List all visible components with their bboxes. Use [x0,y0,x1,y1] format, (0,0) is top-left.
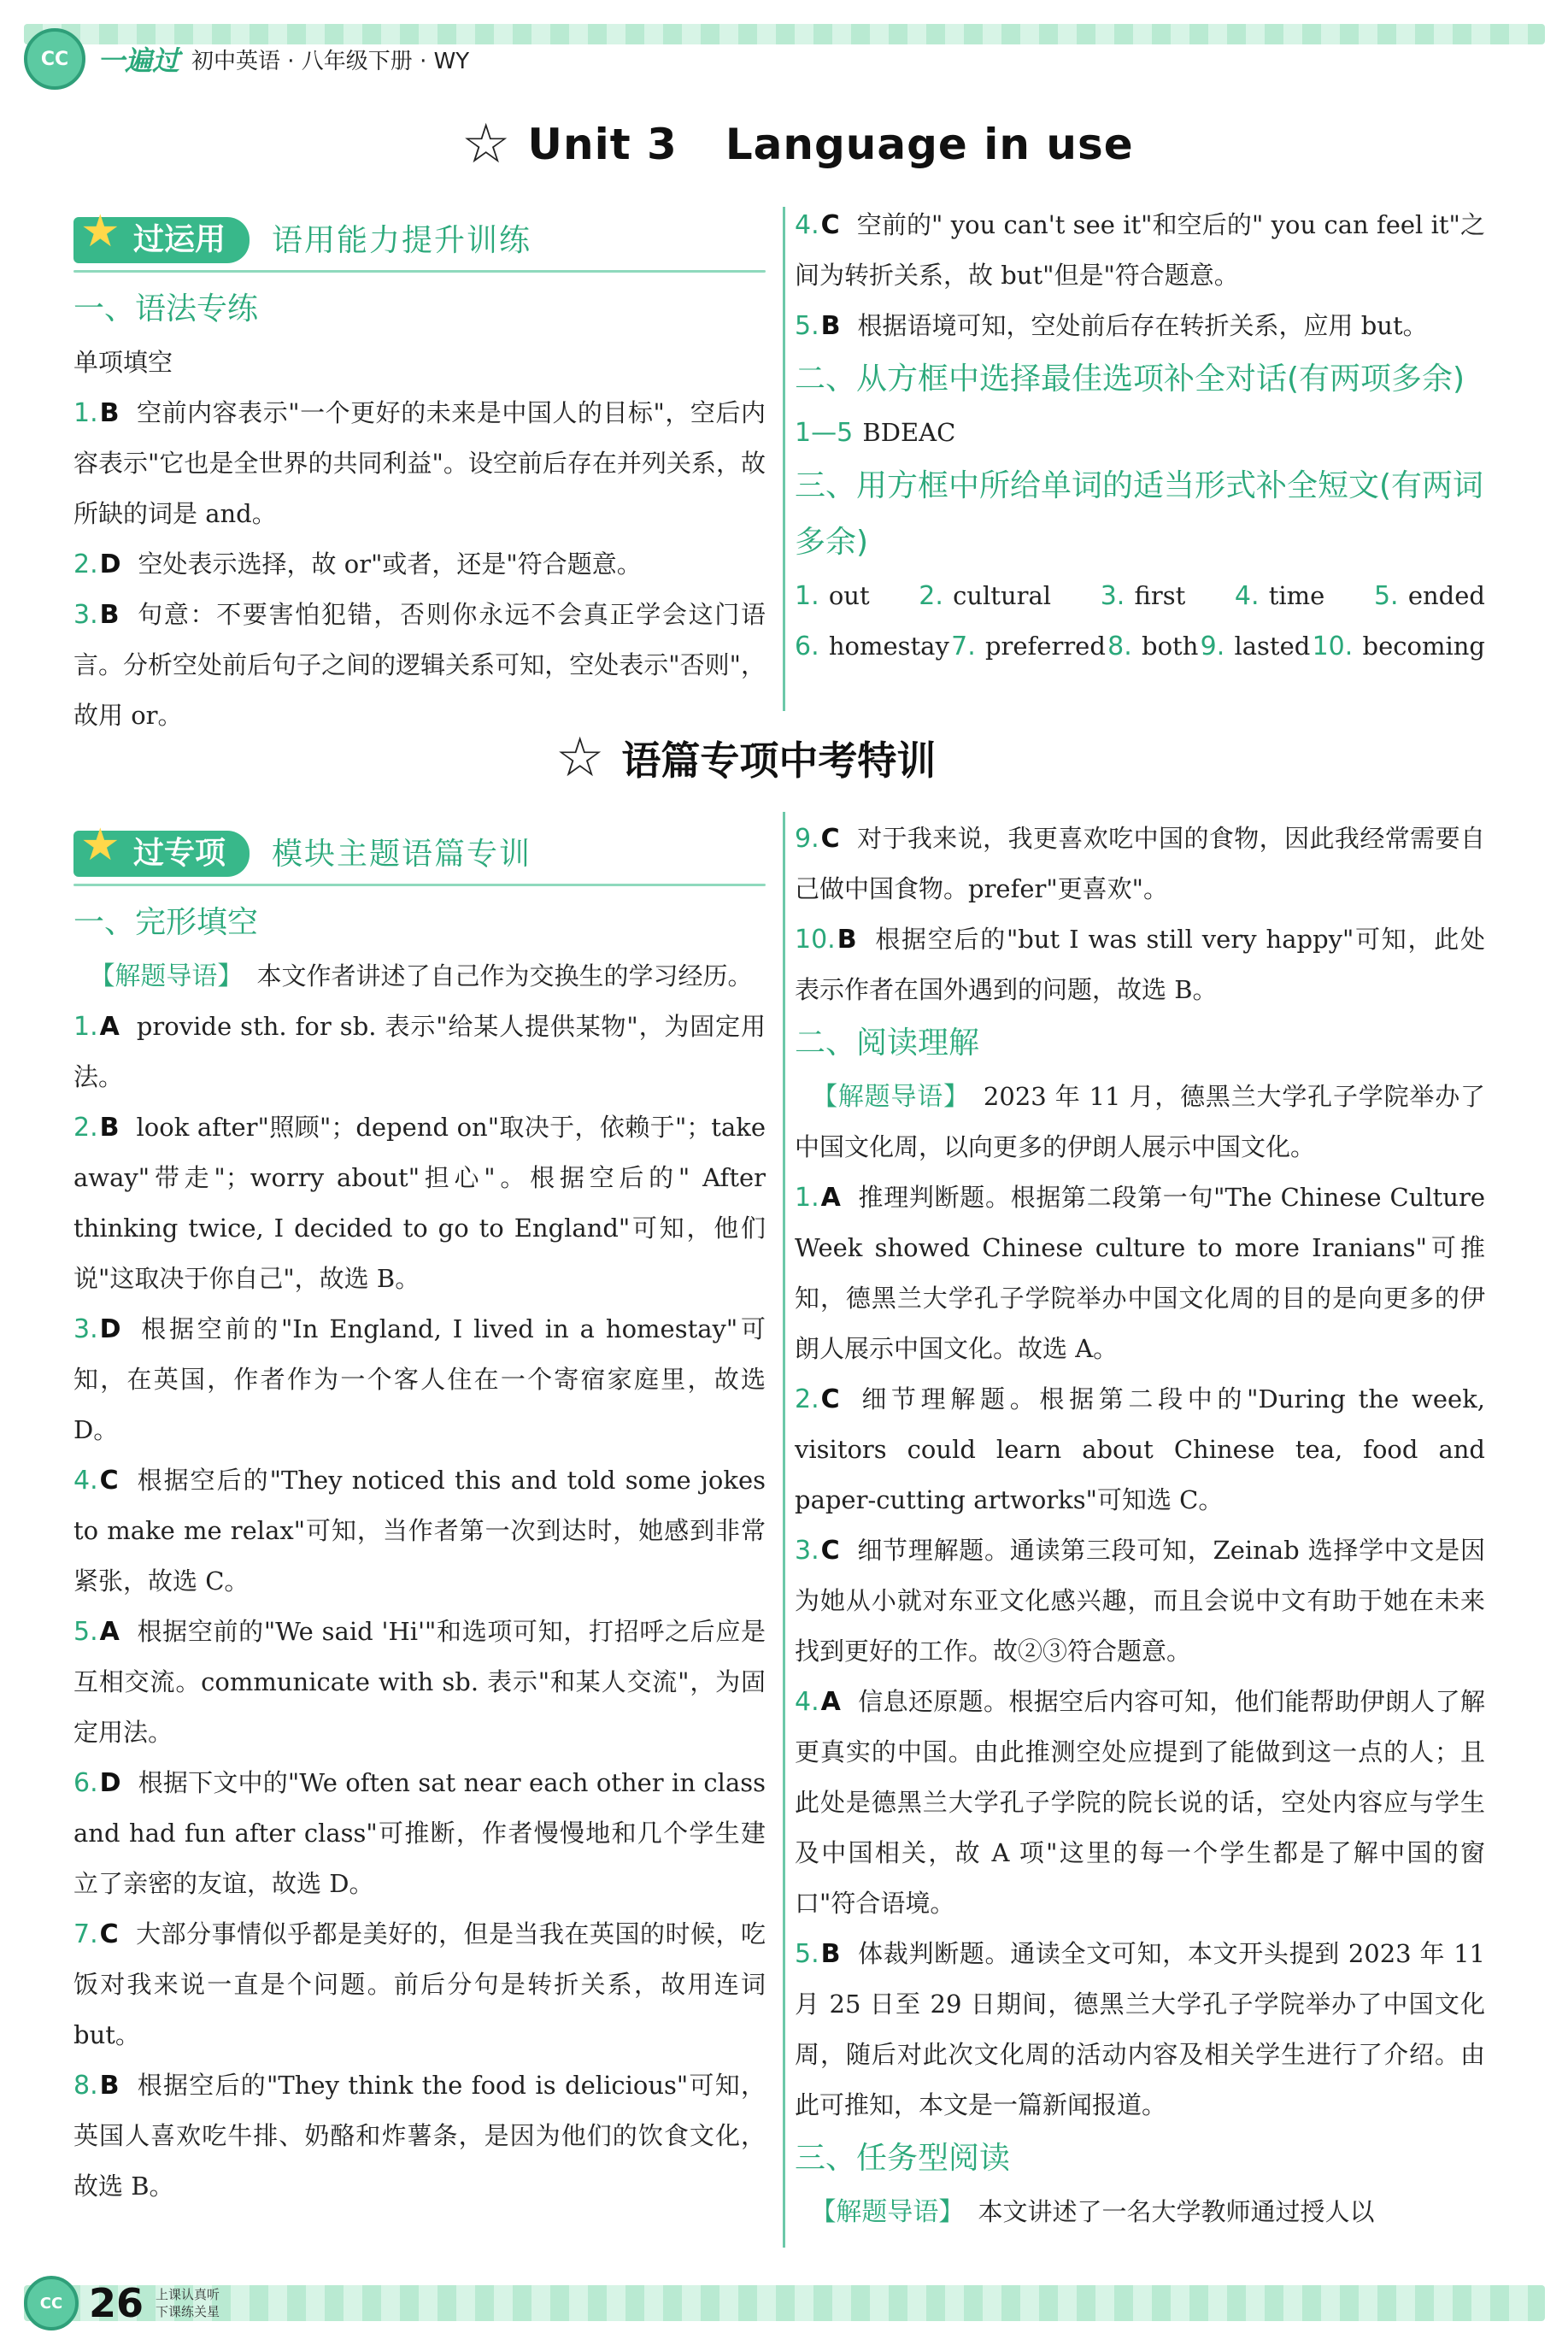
banner-pill: ★ 过专项 [73,831,250,877]
word-answer: 7. preferred [951,632,1106,661]
banner-underline [73,270,766,273]
word-answer: 10. becoming [1312,632,1485,661]
footer-decor-bar [24,2285,1545,2321]
answer-item: 3.C 细节理解题。通读第三段可知，Zeinab 选择学中文是因为她从小就对东亚文化感兴趣，而且会说中文有助于她在未来找到更好的工作。故②③符合题意。 [795,1536,1485,1666]
answer-item: 9.C 对于我来说，我更喜欢吃中国的食物，因此我经常需要自己做中国食物。prefer"更喜欢"。 [795,824,1485,903]
section-heading: 二、阅读理解 [795,1026,980,1061]
brand-name: 一遍过 [97,44,180,77]
dialogue-answers: 1—5 BDEAC [795,418,956,448]
section-title-2: ☆ 语篇专项中考特训 [555,726,937,790]
answer-item: 5.B 根据语境可知，空处前后存在转折关系，应用 but。 [795,311,1428,341]
answer-item: 1.A 推理判断题。根据第二段第一句"The Chinese Culture Week showed Chinese culture to more Iranians"可推知，德黑兰大学孔子学院举办中国文化周的目的是向更多的伊朗人展示中国文化。故选 A。 [795,1183,1485,1363]
banner-subtitle: 模块主题语篇专训 [272,836,532,872]
answer-item: 1.B 空前内容表示"一个更好的未来是中国人的目标"，空后内容表示"它也是全世界的共同利益"。设空前后存在并列关系，故所缺的词是 and。 [73,398,766,528]
banner-subtitle: 语用能力提升训练 [272,222,532,258]
star-icon: ☆ [461,113,511,176]
answer-item: 8.B 根据空后的"They think the food is delicious"可知，英国人喜欢吃牛排、奶酪和炸薯条，是因为他们的饮食文化，故选 B。 [73,2071,766,2201]
word-answer: 9. lasted [1200,632,1311,661]
answer-item: 7.C 大部分事情似乎都是美好的，但是当我在英国的时候，吃饭对我来说一直是个问题。前后分句是转折关系，故用连词 but。 [73,1919,766,2049]
answer-item: 1.A provide sth. for sb. 表示"给某人提供某物"，为固定用法。 [73,1012,766,1091]
word-answer: 3. first [1100,581,1186,611]
right-top-column [795,200,1485,672]
answer-item: 3.D 根据空前的"In England, I lived in a homestay"可知，在英国，作者作为一个客人住在一个寄宿家庭里，故选 D。 [73,1314,766,1444]
subheading: 单项填空 [73,348,173,377]
section-heading: 三、任务型阅读 [795,2141,1011,2176]
answer-item: 2.C 细节理解题。根据第二段中的"During the week, visitors could learn about Chinese tea, food and paper-cutting artworks"可知选 C。 [795,1384,1485,1514]
word-answer: 1. out [795,581,870,611]
unit-title [461,113,1134,176]
page-number: 26 [89,2280,144,2326]
footer-slogan: 上课认真听 下课练关星 [156,2287,220,2319]
guide: 【解题导语】 本文作者讲述了自己作为交换生的学习经历。 [89,961,753,991]
answer-item: 4.C 空前的" you can't see it"和空后的" you can feel it"之间为转折关系，故 but"但是"符合题意。 [795,210,1485,290]
mascot-icon: CC [24,28,85,90]
mascot-icon: CC [24,2276,79,2330]
section-heading: 二、从方框中选择最佳选项补全对话(有两项多余) [795,361,1465,397]
word-answer: 4. time [1234,581,1325,611]
answer-item: 10.B 根据空后的"but I was still very happy"可知，此处表示作者在国外遇到的问题，故选 B。 [795,925,1485,1004]
guide: 【解题导语】 2023 年 11 月，德黑兰大学孔子学院举办了中国文化周，以向更多的伊朗人展示中国文化。 [795,1082,1486,1161]
section-heading: 三、用方框中所给单词的适当形式补全短文(有两词多余) [795,468,1484,560]
answer-item: 3.B 句意：不要害怕犯错，否则你永远不会真正学会这门语言。分析空处前后句子之间的逻辑关系可知，空处表示"否则"，故用 or。 [73,600,766,730]
page-footer [24,2273,1545,2333]
book-subject: 初中英语 · 八年级下册 · WY [191,48,470,74]
banner-pill: ★ 过运用 [73,217,250,263]
answer-item: 6.D 根据下文中的"We often sat near each other in class and had fun after class"可推断，作者慢慢地和几个学生建立了亲密的友谊，故选 D。 [73,1768,766,1898]
word-answer: 6. homestay [795,632,949,661]
banner-underline [73,884,766,886]
word-answers-row [795,621,1485,672]
word-answer: 5. ended [1373,581,1485,611]
star-icon: ★ [80,206,120,257]
answer-item: 4.A 信息还原题。根据空后内容可知，他们能帮助伊朗人了解更真实的中国。由此推测空处应提到了能做到这一点的人；且此处是德黑兰大学孔子学院的院长说的话，空处内容应与学生及中国相关，故 A 项"这里的每一个学生都是了解中国的窗口"符合语境。 [795,1687,1485,1918]
unit-name: Language in use [725,120,1134,169]
star-icon: ★ [80,820,120,871]
left-top-column [73,206,766,741]
answer-item: 2.B look after"照顾"；depend on"取决于，依赖于"；take away"带走"；worry about"担心"。根据空后的" After thinking twice, I decided to go to England"可知，他们说"这取决于你自己"，故选 B。 [73,1113,766,1293]
word-answer: 2. cultural [919,581,1052,611]
star-icon: ☆ [555,726,605,790]
answer-item: 4.C 根据空后的"They noticed this and told some jokes to make me relax"可知，当作者第一次到达时，她感到非常紧张，故选 C。 [73,1466,766,1596]
left-bottom-column [73,820,766,2212]
right-bottom-column [795,814,1485,2237]
answer-item: 2.D 空处表示选择，故 or"或者，还是"符合题意。 [73,550,642,579]
answer-item: 5.A 根据空前的"We said 'Hi'"和选项可知，打招呼之后应是互相交流。communicate with sb. 表示"和某人交流"，为固定用法。 [73,1617,766,1747]
word-answer: 8. both [1107,632,1199,661]
banner-guozhuanxiang [73,820,766,882]
word-answers-row [795,571,1485,621]
banner-guoyunyong [73,206,766,268]
column-divider-bottom [783,812,785,2248]
guide: 【解题导语】 本文讲述了一名大学教师通过授人以 [810,2197,1375,2227]
answer-item: 5.B 体裁判断题。通读全文可知，本文开头提到 2023 年 11 月 25 日至 29 日期间，德黑兰大学孔子学院举办了中国文化周，随后对此次文化周的活动内容及相关学生进行了介绍。由此可推知，本文是一篇新闻报道。 [795,1939,1485,2119]
column-divider-top [783,207,785,711]
unit-number: Unit 3 [527,120,678,169]
page-header [24,29,469,89]
section-heading: 一、语法专练 [73,291,259,326]
section-heading: 一、完形填空 [73,905,259,940]
